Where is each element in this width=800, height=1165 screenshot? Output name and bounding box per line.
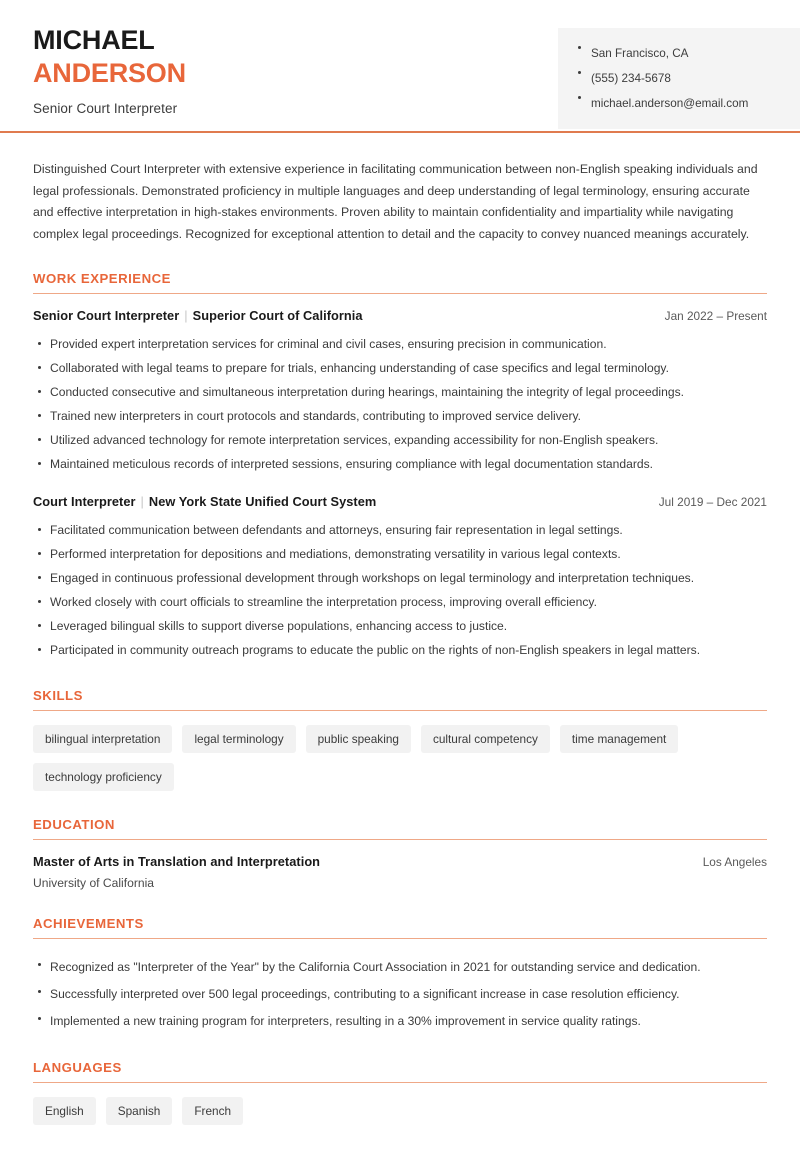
section-rule-achievements: [33, 938, 767, 939]
resume-content: [0, 133, 800, 1125]
achievements-bullet-list: [33, 953, 767, 1034]
work-bullet: Performed interpretation for depositions and mediations, demonstrating versatility in various legal contexts.: [33, 542, 767, 566]
language-pill: English: [33, 1097, 96, 1125]
contact-location[interactable]: San Francisco, CA: [578, 41, 800, 66]
languages-pill-list: [33, 1097, 767, 1125]
skill-pill: legal terminology: [182, 725, 295, 753]
section-rule-work: [33, 293, 767, 294]
education-degree: Master of Arts in Translation and Interpretation: [33, 854, 321, 869]
work-bullet: Participated in community outreach programs to educate the public on the rights of non-English speakers in legal matters.: [33, 638, 767, 662]
section-title-languages: LANGUAGES: [33, 1060, 122, 1075]
skill-pill: bilingual interpretation: [33, 725, 172, 753]
work-entry: [33, 308, 767, 476]
language-pill: Spanish: [106, 1097, 173, 1125]
achievement-bullet: Successfully interpreted over 500 legal proceedings, contributing to a significant increase in case resolution efficiency.: [33, 980, 767, 1007]
skill-pill: cultural competency: [421, 725, 550, 753]
section-title-education: EDUCATION: [33, 817, 115, 832]
education-institution: University of California: [33, 876, 154, 890]
work-bullet: Engaged in continuous professional development through workshops on legal terminology and interpretation techniques.: [33, 566, 767, 590]
education-location: Los Angeles: [702, 855, 767, 869]
section-skills: [33, 688, 767, 791]
contact-email[interactable]: michael.anderson@email.com: [578, 91, 800, 116]
achievement-bullet: Recognized as "Interpreter of the Year" by the California Court Association in 2021 for outstanding service and dedication.: [33, 953, 767, 980]
work-entry-title: [33, 494, 376, 509]
title-separator: |: [184, 308, 188, 323]
headline-job-title: Senior Court Interpreter: [33, 101, 178, 116]
skill-pill: technology proficiency: [33, 763, 174, 791]
title-separator: |: [140, 494, 144, 509]
work-bullet: Provided expert interpretation services for criminal and civil cases, ensuring precision in communication.: [33, 332, 767, 356]
work-bullet: Collaborated with legal teams to prepare for trials, enhancing understanding of case specifics and legal terminology.: [33, 356, 767, 380]
work-organization: Superior Court of California: [192, 308, 363, 323]
section-title-work: WORK EXPERIENCE: [33, 271, 171, 286]
skills-pill-list: [33, 725, 767, 791]
section-education: [33, 817, 767, 890]
section-title-achievements: ACHIEVEMENTS: [33, 916, 144, 931]
work-bullet: Facilitated communication between defendants and attorneys, ensuring fair representation in legal settings.: [33, 518, 767, 542]
professional-summary: Distinguished Court Interpreter with extensive experience in facilitating communication between non-English speaking individuals and legal professionals. Demonstrated proficiency in multiple languages and deep understanding of legal terminology, ensuring accurate and effective interpretation in high-stakes environments. Proven ability to maintain confidentiality and impartiality while navigating complex legal proceedings. Recognized for exceptional attention to detail and the capacity to convey nuanced meanings accurately.: [33, 162, 758, 241]
work-entry-title: [33, 308, 363, 323]
language-pill: French: [182, 1097, 243, 1125]
work-entry-header: [33, 308, 767, 323]
last-name: ANDERSON: [33, 58, 186, 88]
work-bullet-list: [33, 332, 767, 476]
work-bullet: Conducted consecutive and simultaneous interpretation during hearings, maintaining the integrity of legal proceedings.: [33, 380, 767, 404]
contact-box: [558, 28, 800, 129]
work-bullet: Trained new interpreters in court protocols and standards, contributing to improved service delivery.: [33, 404, 767, 428]
work-bullet: Leveraged bilingual skills to support diverse populations, enhancing access to justice.: [33, 614, 767, 638]
section-rule-languages: [33, 1082, 767, 1083]
work-entry: [33, 494, 767, 662]
work-entry-header: [33, 494, 767, 509]
education-entry: [33, 854, 767, 890]
section-rule-skills: [33, 710, 767, 711]
work-bullet-list: [33, 518, 767, 662]
work-organization: New York State Unified Court System: [148, 494, 377, 509]
education-entry-header: [33, 854, 767, 869]
work-bullet: Maintained meticulous records of interpreted sessions, ensuring compliance with legal documentation standards.: [33, 452, 767, 476]
section-rule-education: [33, 839, 767, 840]
skill-pill: public speaking: [306, 725, 411, 753]
resume-header: [0, 0, 800, 133]
section-languages: [33, 1060, 767, 1125]
name-first-line: [33, 24, 186, 57]
work-role: Court Interpreter: [33, 494, 136, 509]
work-bullet: Utilized advanced technology for remote interpretation services, expanding accessibility for non-English speakers.: [33, 428, 767, 452]
work-dates: Jul 2019 – Dec 2021: [658, 495, 767, 509]
contact-phone[interactable]: (555) 234-5678: [578, 66, 800, 91]
work-role: Senior Court Interpreter: [33, 308, 180, 323]
work-dates: Jan 2022 – Present: [664, 309, 767, 323]
name-last-line: [33, 57, 186, 90]
first-name: MICHAEL: [33, 25, 155, 55]
work-bullet: Worked closely with court officials to streamline the interpretation process, improving overall efficiency.: [33, 590, 767, 614]
skill-pill: time management: [560, 725, 678, 753]
section-title-skills: SKILLS: [33, 688, 83, 703]
achievement-bullet: Implemented a new training program for interpreters, resulting in a 30% improvement in service quality ratings.: [33, 1007, 767, 1034]
identity-block: [0, 0, 186, 116]
section-work-experience: [33, 271, 767, 662]
section-achievements: [33, 916, 767, 1034]
header-divider: [0, 131, 800, 133]
